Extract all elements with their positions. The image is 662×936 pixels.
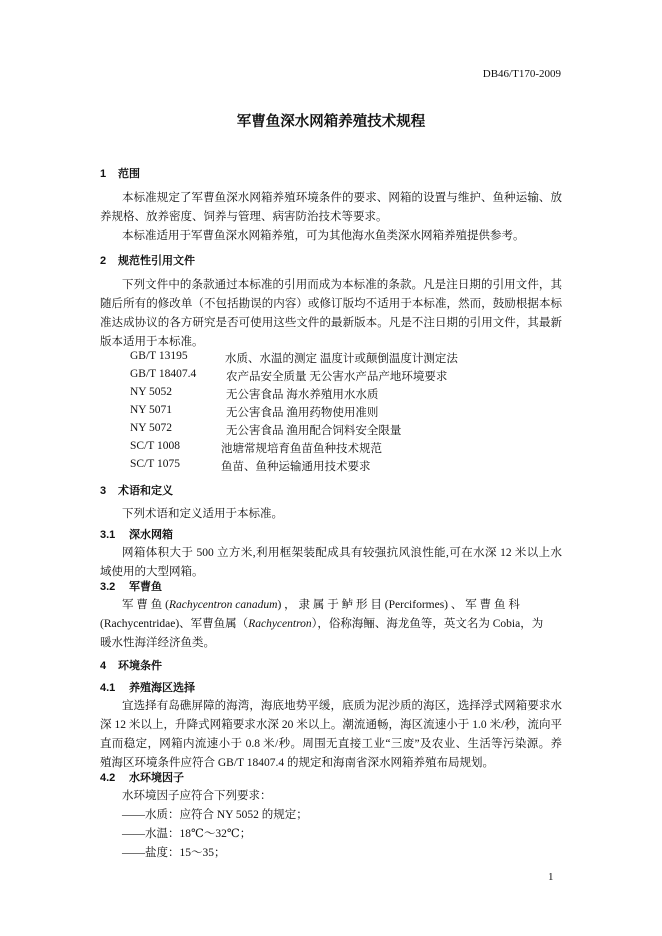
reference-title: 水质、水温的测定 温度计或颠倒温度计测定法 [225, 353, 458, 365]
page-number: 1 [548, 871, 554, 883]
reference-code: GB/T 13195 [130, 350, 188, 362]
paragraph-line: 深 12 米以上，升降式网箱要求水深 20 米以上。潮流通畅，海区流速小于 1.0 米/秒，流向平 [100, 719, 562, 731]
paragraph-line: 水环境因子应符合下列要求： [122, 790, 272, 802]
reference-title: 无公害食品 渔用药物使用准则 [226, 407, 379, 419]
subsection-heading [100, 769, 184, 785]
paragraph-line: 下列文件中的条款通过本标准的引用而成为本标准的条款。凡是注日期的引用文件，其 [122, 279, 562, 291]
paragraph-line: 域使用的大型网箱。 [100, 566, 204, 578]
subsection-heading [100, 679, 195, 695]
section-number: 1 [100, 168, 107, 180]
reference-title: 鱼苗、鱼种运输通用技术要求 [221, 461, 371, 473]
subsection-number: 4.2 [100, 772, 116, 784]
section-heading [100, 657, 162, 673]
paragraph-line: 网箱体积大于 500 立方米,利用框架装配成具有较强抗风浪性能,可在水深 12 米以上水 [122, 547, 562, 559]
paragraph-line: 本标准适用于军曹鱼深水网箱养殖，可为其他海水鱼类深水网箱养殖提供参考。 [122, 230, 525, 242]
subsection-number: 4.1 [100, 682, 116, 694]
subsection-number: 3.1 [100, 529, 116, 541]
section-heading [100, 252, 195, 268]
section-title: 术语和定义 [118, 484, 173, 497]
subsection-title: 军曹鱼 [129, 580, 162, 593]
subsection-number: 3.2 [100, 581, 116, 593]
document-title: 军曹鱼深水网箱养殖技术规程 [236, 114, 426, 130]
subsection-title: 水环境因子 [129, 771, 184, 784]
reference-title: 池塘常规培育鱼苗鱼种技术规范 [221, 443, 382, 455]
subsection-heading [100, 526, 173, 542]
paragraph-line: 暖水性海洋经济鱼类。 [100, 637, 215, 649]
section-title: 环境条件 [118, 659, 162, 672]
scientific-name: Rachycentron [248, 618, 312, 630]
reference-code: NY 5052 [130, 386, 173, 398]
paragraph-line: 下列术语和定义适用于本标准。 [122, 508, 283, 520]
list-item: ——水温：18℃～32℃； [122, 828, 252, 840]
paragraph-line: 殖海区环境条件应符合 GB/T 18407.4 的规定和海南省深水网箱养殖布局规划。 [100, 757, 494, 769]
section-number: 3 [100, 485, 107, 497]
text-run: (Rachycentridae)、军曹鱼属（ [100, 618, 249, 630]
section-number: 4 [100, 660, 107, 672]
paragraph-line [100, 615, 543, 631]
subsection-heading [100, 578, 162, 594]
reference-code: SC/T 1075 [130, 458, 180, 470]
paragraph-line: 宜选择有岛礁屏障的海湾，海底地势平缓，底质为泥沙质的海区，选择浮式网箱要求水 [122, 700, 562, 712]
reference-code: SC/T 1008 [130, 440, 180, 452]
list-item: ——盐度：15～35； [122, 847, 226, 859]
text-run: ），俗称海鲡、海龙鱼等，英文名为 Cobia，为 [311, 618, 544, 630]
paragraph-line: 版本适用于本标准。 [100, 336, 204, 348]
text-run: ) ， 隶 属 于 鲈 形 目 (Perciformes) 、 军 曹 鱼 科 [277, 599, 520, 611]
paragraph-line: 本标准规定了军曹鱼深水网箱养殖环境条件的要求、网箱的设置与维护、鱼种运输、放 [122, 192, 562, 204]
reference-code: NY 5072 [130, 422, 173, 434]
section-number: 2 [100, 255, 107, 267]
reference-title: 无公害食品 海水养殖用水水质 [226, 389, 379, 401]
scientific-name: Rachycentron canadum [168, 599, 278, 611]
paragraph-line [122, 596, 520, 612]
paragraph-line: 直而稳定，网箱内流速小于 0.8 米/秒。周围无直接工业“三废”及农业、生活等污染源。养 [100, 738, 562, 750]
document-code: DB46/T170-2009 [482, 68, 561, 80]
reference-code: NY 5071 [130, 404, 173, 416]
section-title: 规范性引用文件 [118, 254, 195, 267]
section-title: 范围 [118, 167, 140, 180]
paragraph-line: 准达成协议的各方研究是否可使用这些文件的最新版本。凡是不注日期的引用文件，其最新 [100, 317, 562, 329]
list-item: ——水质：应符合 NY 5052 的规定； [122, 809, 308, 821]
reference-title: 无公害食品 渔用配合饲料安全限量 [226, 425, 402, 437]
text-run: 军 曹 鱼 ( [122, 599, 169, 611]
subsection-title: 深水网箱 [129, 528, 173, 541]
section-heading [100, 165, 140, 181]
paragraph-line: 随后所有的修改单（不包括勘误的内容）或修订版均不适用于本标准，然而，鼓励根据本标 [100, 298, 562, 310]
paragraph-line: 养规格、放养密度、饲养与管理、病害防治技术等要求。 [100, 211, 388, 223]
reference-code: GB/T 18407.4 [130, 368, 197, 380]
section-heading [100, 482, 173, 498]
subsection-title: 养殖海区选择 [129, 681, 195, 694]
reference-title: 农产品安全质量 无公害水产品产地环境要求 [226, 371, 448, 383]
